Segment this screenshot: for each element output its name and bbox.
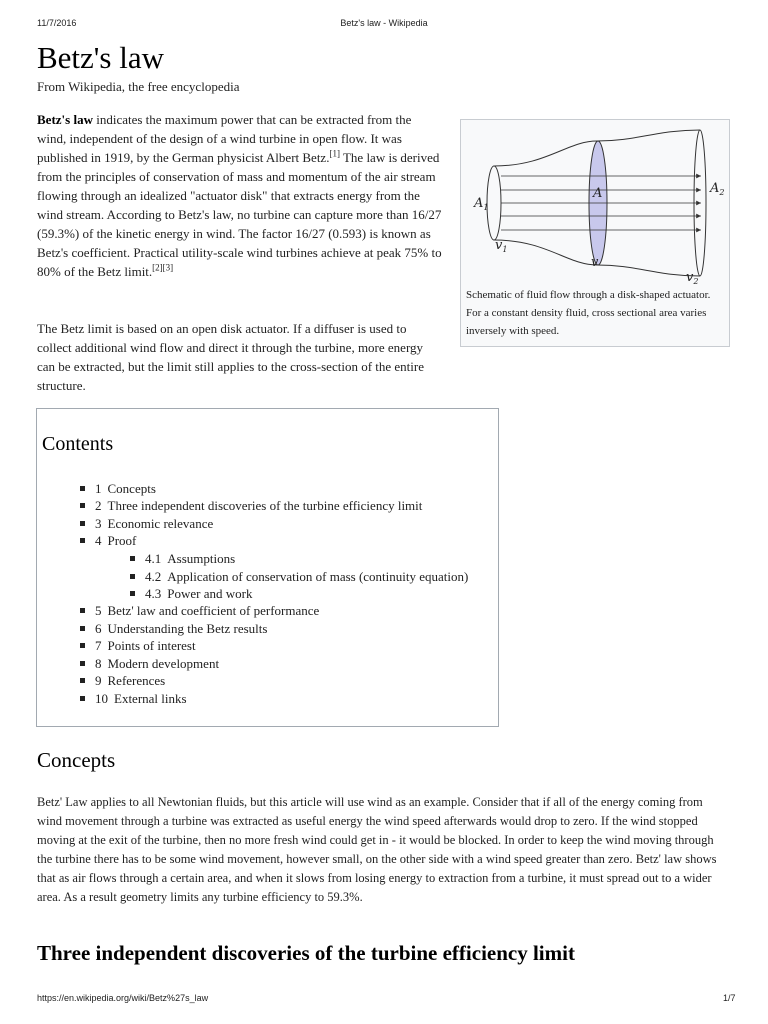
- citation-1[interactable]: [1]: [329, 148, 340, 159]
- toc-item-coefficient-of-performance[interactable]: 5 Betz' law and coefficient of performance: [95, 603, 320, 618]
- infobox-figure: [460, 119, 730, 347]
- table-of-contents: [36, 408, 499, 727]
- page-subtitle: From Wikipedia, the free encyclopedia: [37, 79, 240, 94]
- toc-item-economic-relevance[interactable]: 3 Economic relevance: [95, 516, 214, 531]
- toc-item-modern-development[interactable]: 8 Modern development: [95, 656, 220, 671]
- toc-item-concepts[interactable]: 1 Concepts: [95, 481, 156, 496]
- section-heading-discoveries: Three independent discoveries of the turbine efficiency limit: [37, 941, 575, 965]
- label-a1: $A_1$: [474, 196, 489, 212]
- label-v2: $v_2$: [686, 270, 699, 284]
- section-heading-concepts: Concepts: [37, 748, 116, 772]
- intro-bold-term: Betz's law: [37, 112, 93, 127]
- page-title: Betz's law: [37, 40, 164, 75]
- intro-text-1: indicates the maximum power that can be extracted from the wind, independent of the design of a wind turbine in open flow. It was published in 1919, by the German physicist Albert Betz.: [37, 112, 412, 165]
- label-a: A: [593, 186, 603, 201]
- toc-item-understanding-results[interactable]: 6 Understanding the Betz results: [95, 621, 268, 636]
- toc-item-external-links[interactable]: 10 External links: [95, 691, 187, 706]
- toc-item-proof[interactable]: 4 Proof: [95, 533, 137, 548]
- label-v: v: [591, 255, 599, 270]
- citation-3[interactable]: [3]: [162, 262, 174, 273]
- print-page-number: 1/7: [723, 993, 736, 1003]
- toc-item-points-of-interest[interactable]: 7 Points of interest: [95, 638, 196, 653]
- toc-item-power-and-work[interactable]: 4.3 Power and work: [145, 586, 253, 601]
- toc-item-references[interactable]: 9 References: [95, 673, 166, 688]
- print-page-title: Betz's law - Wikipedia: [340, 18, 428, 28]
- toc-item-assumptions[interactable]: 4.1 Assumptions: [145, 551, 236, 566]
- toc-item-discoveries[interactable]: 2 Three independent discoveries of the turbine efficiency limit: [95, 498, 423, 513]
- concepts-paragraph: Betz' Law applies to all Newtonian fluids, but this article will use wind as an example. Consider that if all of the energy coming from wind movement through a turbine was extracted as useful energy the wind speed afterwards would drop to zero. If the wind stopped moving at the exit of the turbine, then no more fresh wind could get in - it would be blocked. In order to keep the wind moving through the turbine there has to be some wind movement, however small, on the other side with a wind speed greater than zero. Betz' law shows that as air flows through a certain area, and when it slows from losing energy to extraction from a turbine, it must spread out to a wider area. As a result geometry limits any turbine efficiency to 59.3%.: [37, 795, 717, 904]
- print-date: 11/7/2016: [37, 18, 77, 28]
- actuator-disk-diagram: [467, 126, 725, 284]
- infobox-caption: Schematic of fluid flow through a disk-shaped actuator. For a constant density fluid, cross sectional area varies inversely with speed.: [466, 289, 711, 337]
- citation-2[interactable]: [2]: [152, 262, 163, 273]
- intro-paragraph: [37, 110, 442, 281]
- betz-limit-paragraph: The Betz limit is based on an open disk actuator. If a diffuser is used to collect additional wind flow and direct it through the turbine, more energy can be extracted, but the limit still applies to the cross-section of the entire structure.: [37, 321, 424, 393]
- toc-title: Contents: [42, 433, 114, 455]
- toc-item-conservation-of-mass[interactable]: 4.2 Application of conservation of mass (continuity equation): [145, 569, 469, 584]
- label-v1: $v_1$: [495, 238, 508, 254]
- label-a2: $A_2$: [710, 181, 725, 197]
- print-url: https://en.wikipedia.org/wiki/Betz%27s_law: [37, 993, 209, 1003]
- intro-text-2: The law is derived from the principles of conservation of mass and momentum of the air stream flowing through an idealized "actuator disk" that extracts energy from the wind stream. According to Betz's law, no turbine can capture more than 16/27 (59.3%) of the kinetic energy in wind. The factor 16/27 (0.593) is known as Betz's coefficient. Practical utility-scale wind turbines achieve at peak 75% to 80% of the Betz limit.: [37, 150, 442, 279]
